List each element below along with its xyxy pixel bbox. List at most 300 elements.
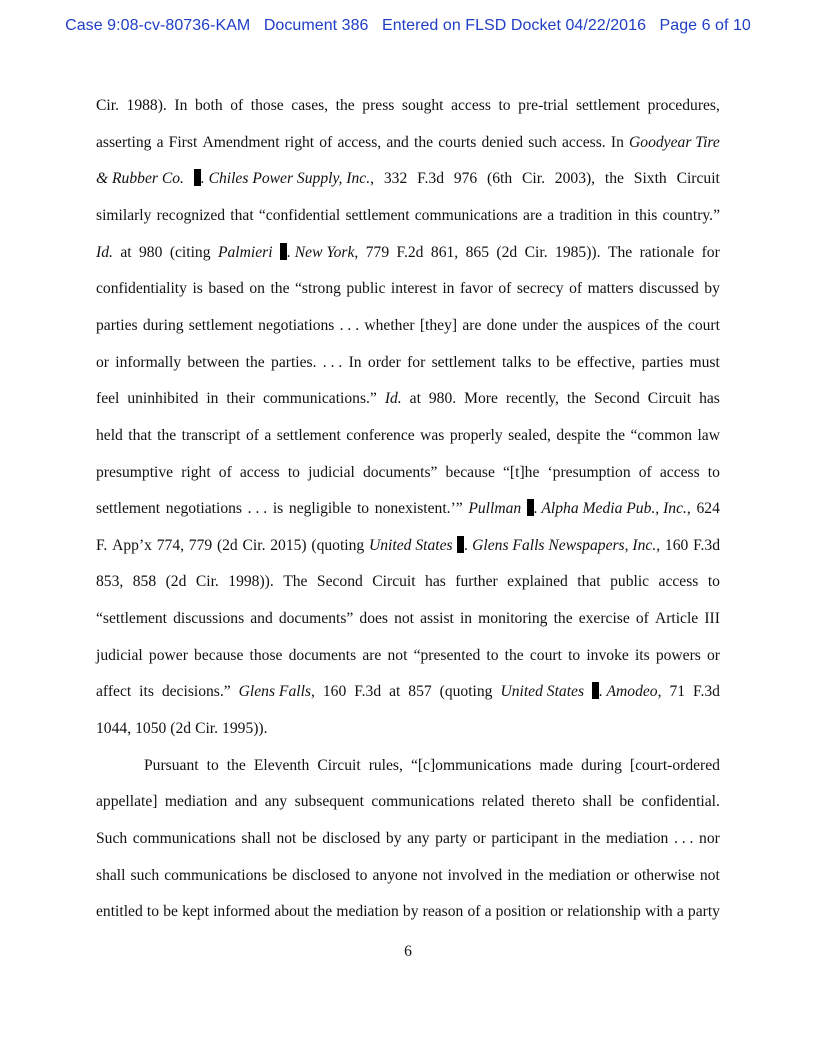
word: those <box>249 646 283 664</box>
word: public <box>610 573 650 591</box>
word: or <box>616 866 630 884</box>
word: by <box>385 830 402 847</box>
word: their <box>226 390 255 408</box>
text-line <box>96 463 720 483</box>
word: is <box>192 280 203 298</box>
word: to <box>498 97 511 114</box>
word: matters <box>587 280 634 298</box>
word: country.” <box>662 206 720 224</box>
word: does <box>359 610 388 628</box>
word: United States <box>369 536 453 554</box>
word: nonexistent.’” <box>374 500 463 518</box>
word: [court-ordered <box>629 756 720 774</box>
word: 2015) <box>270 536 307 554</box>
word: 2003), <box>554 170 596 188</box>
word: relationship <box>567 903 641 921</box>
word: power <box>148 646 188 664</box>
word: “confidential <box>258 206 341 224</box>
word: access. <box>561 133 606 151</box>
word: because <box>194 646 244 664</box>
word: tradition <box>559 206 613 224</box>
word: Circuit <box>647 390 692 408</box>
word: with <box>644 903 673 921</box>
word: presumptive <box>96 463 174 481</box>
word: settlement <box>276 426 341 444</box>
word: 160 <box>664 536 689 554</box>
word: access, <box>337 133 382 151</box>
word: must <box>689 353 720 371</box>
word: the <box>157 426 177 444</box>
word: to <box>486 646 499 664</box>
word: and <box>234 793 258 811</box>
word: Circuit <box>676 170 720 188</box>
word: Pullman <box>468 500 522 518</box>
word: sealed, <box>508 426 551 444</box>
word: (2d <box>216 536 238 554</box>
word: public <box>346 280 386 298</box>
word: party <box>435 830 468 847</box>
word: Glens Falls, <box>238 683 315 701</box>
word: at <box>389 683 401 701</box>
word: reason <box>422 903 464 921</box>
word: a <box>547 206 555 224</box>
word: thereto <box>531 793 576 811</box>
word: the <box>414 133 434 151</box>
word: 1998)). <box>228 573 274 591</box>
text-line <box>96 609 720 629</box>
word-text: . Amodeo <box>598 683 658 701</box>
word: favor <box>459 280 493 298</box>
word: anyone <box>372 866 418 884</box>
word: a <box>484 903 492 921</box>
word: informally <box>115 353 182 371</box>
word: rules, <box>368 756 403 774</box>
redacted-word: . Alpha Media Pub., Inc., <box>527 499 691 519</box>
text-line <box>96 866 720 886</box>
word: judicial <box>96 646 143 664</box>
word: In <box>174 97 188 114</box>
text-line <box>96 646 720 666</box>
word: 857 <box>408 683 432 701</box>
word: explained <box>507 573 568 591</box>
word: More <box>464 390 498 408</box>
word: court <box>687 316 720 334</box>
word: exercise <box>578 610 630 628</box>
word: rationale <box>639 243 695 261</box>
word: negotiations <box>258 316 335 334</box>
word: of <box>645 316 659 334</box>
word: of <box>569 280 583 298</box>
word: of <box>638 463 652 481</box>
word: despite <box>556 426 601 444</box>
word: of <box>319 133 333 151</box>
word: has <box>699 390 720 408</box>
word: to <box>707 463 720 481</box>
word: any <box>407 830 430 847</box>
word: shall <box>96 866 126 884</box>
word: Palmieri <box>217 243 273 261</box>
word: at <box>409 390 421 408</box>
text-line <box>96 353 720 373</box>
word: Second <box>316 573 363 591</box>
word: courts <box>438 133 477 151</box>
word: to <box>356 500 370 518</box>
word: court <box>529 646 562 664</box>
redaction-block <box>194 169 201 186</box>
word: kept <box>182 903 209 921</box>
word: (2d <box>170 720 192 738</box>
word: based <box>208 280 244 298</box>
word: the <box>245 353 265 371</box>
word: “settlement <box>96 610 168 628</box>
word: 1985)). <box>555 243 601 261</box>
word: communications <box>414 206 518 224</box>
word: not <box>387 646 408 664</box>
page-number: 6 <box>404 943 412 960</box>
word: Cir. <box>96 97 119 114</box>
word: between <box>187 353 240 371</box>
word: are <box>362 646 382 664</box>
word: properly <box>449 426 503 444</box>
word: documents <box>288 646 357 664</box>
word: subsequent <box>294 793 364 811</box>
text-line <box>96 389 720 409</box>
word: made <box>539 756 574 774</box>
word: in <box>442 280 455 298</box>
text-line <box>96 536 720 556</box>
word: “strong <box>295 280 341 298</box>
word: shall <box>241 830 271 847</box>
word: informed <box>213 903 271 921</box>
word: the <box>504 646 524 664</box>
word: be <box>301 830 317 847</box>
word: in <box>507 866 520 884</box>
word: 1050 <box>135 720 167 738</box>
document-number: Document 386 <box>263 17 369 34</box>
word: (quoting <box>311 536 365 554</box>
word: confidential. <box>641 793 720 811</box>
word: is <box>272 500 284 518</box>
redaction-block <box>280 243 287 260</box>
text-line <box>96 426 720 446</box>
text-line <box>96 279 720 299</box>
word: such <box>528 133 557 151</box>
word: to <box>537 353 550 371</box>
word: to <box>146 903 160 921</box>
word: not <box>422 866 443 884</box>
word: (6th <box>487 170 513 188</box>
text-line <box>96 206 720 226</box>
word: the <box>335 97 355 114</box>
word: (citing <box>169 243 211 261</box>
word: affect <box>96 683 132 701</box>
word: settlement <box>188 316 253 334</box>
word: feel <box>96 390 120 408</box>
word: shall <box>582 793 612 811</box>
docket-header <box>0 17 816 35</box>
word: mediation <box>605 830 669 847</box>
text-line <box>96 792 720 812</box>
word-text: . Chiles Power Supply, Inc. <box>200 170 371 188</box>
word: by <box>402 903 419 921</box>
word: denied <box>481 133 524 151</box>
docket-entry: Entered on FLSD Docket 04/22/2016 <box>381 17 647 34</box>
word: ‘presumption <box>547 463 631 481</box>
word: of <box>498 280 512 298</box>
word: Such <box>96 830 128 847</box>
word: powers <box>655 646 701 664</box>
word: whether <box>364 316 415 334</box>
word: invoke <box>586 646 629 664</box>
word: settlement <box>575 97 641 114</box>
word: (2d <box>496 243 518 261</box>
word: a <box>156 133 164 151</box>
word: not <box>699 866 720 884</box>
word: procedures, <box>647 97 720 114</box>
word: the <box>663 316 683 334</box>
word: in <box>617 206 630 224</box>
word: Goodyear Tire <box>629 133 720 151</box>
text-line <box>96 719 720 739</box>
word: law <box>697 426 720 444</box>
word: the <box>562 316 583 334</box>
word: related <box>481 793 525 811</box>
word: F.2d <box>396 243 424 261</box>
text-line <box>96 243 720 263</box>
word: a <box>264 426 272 444</box>
word: parties <box>641 353 684 371</box>
word: the <box>553 610 573 628</box>
word: parties <box>96 316 138 334</box>
word: 779 <box>188 536 213 554</box>
word: be <box>619 793 635 811</box>
word: communications <box>164 866 268 884</box>
word: 865 <box>465 243 489 261</box>
word: F. <box>96 536 108 554</box>
word: 858 <box>132 573 157 591</box>
word: Cir. <box>242 536 266 554</box>
word: United States <box>500 683 585 701</box>
word: to <box>355 866 368 884</box>
word: pre-trial <box>518 97 569 114</box>
word: are <box>462 316 482 334</box>
word: Circuit <box>372 573 416 591</box>
word: access <box>239 463 280 481</box>
word: 779 <box>365 243 390 261</box>
word: communications.” <box>262 390 377 408</box>
word: effective, <box>577 353 636 371</box>
word: Eleventh <box>253 756 310 774</box>
word: First <box>168 133 198 151</box>
word: recently, <box>505 390 559 408</box>
word: mediation <box>548 866 612 884</box>
word: F.3d <box>693 683 720 701</box>
text-line <box>96 902 720 922</box>
word: In <box>348 353 362 371</box>
text-line <box>96 169 720 189</box>
word: or <box>550 903 564 921</box>
word: transcript <box>181 426 241 444</box>
word: decisions.” <box>161 683 231 701</box>
word: [they] <box>419 316 458 334</box>
word: that <box>128 426 152 444</box>
word: asserting <box>96 133 152 151</box>
redaction-block <box>527 499 534 516</box>
text-line <box>96 499 720 519</box>
word: participant <box>491 830 559 847</box>
word: of <box>467 903 481 921</box>
word: Amendment <box>202 133 280 151</box>
word: to <box>568 646 581 664</box>
word: its <box>634 646 650 664</box>
word: App’x <box>112 536 152 554</box>
word: press <box>362 97 395 114</box>
word: settlement <box>96 500 161 518</box>
word: 853, <box>96 573 124 591</box>
word: In <box>610 133 624 151</box>
word: right <box>181 463 211 481</box>
word: in <box>563 830 576 847</box>
word: access <box>659 463 700 481</box>
word: for <box>407 353 426 371</box>
word: “common <box>630 426 692 444</box>
word: F.3d <box>417 170 444 188</box>
word: Id. <box>384 390 402 408</box>
word: “[c]ommunications <box>410 756 532 774</box>
word: disclosed <box>322 830 381 847</box>
word: The <box>283 573 308 591</box>
word: or <box>707 646 720 664</box>
word: party <box>687 903 720 921</box>
redacted-word: . Glens Falls Newspapers, Inc., <box>457 536 660 556</box>
word: . . . <box>673 830 694 847</box>
redacted-word: . Chiles Power Supply, Inc., <box>194 169 374 189</box>
word-text: . Alpha Media Pub., Inc. <box>533 500 687 518</box>
word: access <box>658 573 699 591</box>
word: about <box>274 903 310 921</box>
word: 1044, <box>96 720 132 738</box>
word: mediation <box>336 903 399 921</box>
text-line <box>96 829 720 849</box>
word: judicial <box>308 463 355 481</box>
word: the <box>226 756 246 774</box>
word: on <box>249 280 265 298</box>
word: to <box>206 756 219 774</box>
word: at <box>120 243 132 261</box>
word: sought <box>401 97 444 114</box>
word: Cir. <box>195 720 219 738</box>
word: cases, <box>291 97 329 114</box>
case-number: Case 9:08-cv-80736-KAM <box>65 17 251 34</box>
word: be <box>163 903 178 921</box>
word: further <box>455 573 498 591</box>
word: because <box>445 463 495 481</box>
word: of <box>245 426 259 444</box>
word: the <box>606 426 626 444</box>
word: the <box>581 830 601 847</box>
word: was <box>420 426 445 444</box>
word: held <box>96 426 123 444</box>
word: Cir. <box>524 243 548 261</box>
word: secrecy <box>516 280 564 298</box>
word: parties. <box>271 353 317 371</box>
word: not <box>276 830 297 847</box>
word-text: . New York <box>286 243 355 261</box>
word: communications <box>132 830 236 847</box>
word: uninhibited <box>127 390 199 408</box>
word: position <box>495 903 546 921</box>
word: done <box>486 316 517 334</box>
word: and <box>386 133 409 151</box>
word: recognized <box>156 206 226 224</box>
word: settlement <box>345 206 410 224</box>
word: has <box>425 573 446 591</box>
word: both <box>194 97 223 114</box>
word: communications <box>371 793 475 811</box>
word: not <box>394 610 414 628</box>
word: that <box>577 573 601 591</box>
text-line <box>96 682 720 702</box>
word: of <box>218 463 232 481</box>
word: Id. <box>96 243 113 261</box>
word: F.3d <box>693 536 720 554</box>
word: disclosed <box>292 866 351 884</box>
word: of <box>635 610 649 628</box>
page-indicator: Page 6 of 10 <box>659 17 751 34</box>
word: interest <box>390 280 437 298</box>
word: and <box>250 610 273 628</box>
word: that <box>230 206 254 224</box>
word: such <box>130 866 160 884</box>
word: settlement <box>431 353 496 371</box>
word: the <box>524 866 544 884</box>
word: the <box>604 170 624 188</box>
word: 332 <box>383 170 408 188</box>
word: (2d <box>165 573 187 591</box>
word-text: . Glens Falls Newspapers, Inc. <box>464 536 657 554</box>
word: 774, <box>156 536 185 554</box>
word: F.3d <box>354 683 382 701</box>
word: Cir. <box>195 573 219 591</box>
word: the <box>270 280 290 298</box>
word: negligible <box>288 500 352 518</box>
word: this <box>634 206 658 224</box>
word: “[t]he <box>503 463 540 481</box>
word: involved <box>447 866 503 884</box>
word: discussions <box>173 610 245 628</box>
word: . . . <box>247 500 268 518</box>
word: for <box>701 243 720 261</box>
word: to <box>707 573 720 591</box>
word: otherwise <box>634 866 695 884</box>
word: talks <box>501 353 532 371</box>
word: Sixth <box>633 170 667 188</box>
word: or <box>96 353 109 371</box>
word: 976 <box>453 170 478 188</box>
word: in <box>459 610 473 628</box>
word: 1995)). <box>222 720 268 738</box>
word: or <box>472 830 486 847</box>
word: any <box>264 793 288 811</box>
word: by <box>704 280 720 298</box>
word: entitled <box>96 903 143 921</box>
word: documents” <box>278 610 354 628</box>
word: 980 <box>139 243 163 261</box>
word: be <box>556 353 571 371</box>
word: discussed <box>639 280 699 298</box>
word: of <box>230 97 244 114</box>
word: are <box>523 206 543 224</box>
